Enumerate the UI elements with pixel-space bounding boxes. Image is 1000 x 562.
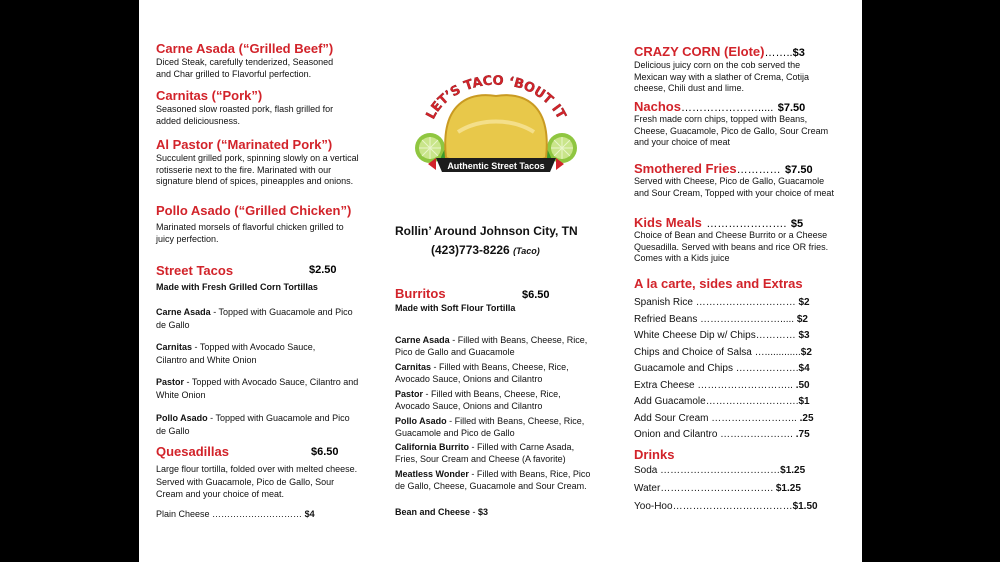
taco-item-name: Pollo Asado: [156, 413, 208, 423]
burrito-item-desc: Filled with Beans, Cheese, Rice, Avocado Sauce, Onions and Cilantro: [395, 389, 561, 411]
side-item: [634, 429, 814, 446]
burrito-item-name: Carne Asada: [395, 335, 450, 345]
nachos-desc: Fresh made corn chips, topped with Beans, Cheese, Guacamole, Pico de Gallo, Sour Cream and your choice of meat: [634, 114, 829, 147]
burrito-item-desc: Filled with Beans, Cheese, Rice, Pico de Gallo and Guacamole: [395, 335, 588, 357]
side-item-dots: …………: [755, 330, 796, 341]
drink-item-name: Water: [634, 483, 661, 494]
taco-item: Carnitas - Topped with Avocado Sauce, Cilantro and White Onion: [156, 342, 316, 365]
taco-item: Pastor - Topped with Avocado Sauce, Cilantro and White Onion: [156, 377, 359, 400]
side-item-price: $2: [796, 313, 808, 325]
fries-price: $7.50: [785, 164, 813, 176]
burrito-item-desc: Filled with Beans, Cheese, Rice, Avocado Sauce, Onions and Cilantro: [395, 362, 569, 384]
side-item-name: Extra Cheese: [634, 379, 695, 391]
side-item-price: .25: [799, 412, 814, 424]
drink-item: [634, 501, 818, 519]
burrito-item-desc: Filled with Beans, Rice, Pico de Gallo, Cheese, Guacamole and Sour Cream.: [395, 469, 591, 491]
fries-dots: …………: [736, 164, 781, 176]
burritos-price: $6.50: [522, 289, 550, 301]
side-item-dots: ……………………….: [705, 396, 799, 407]
carne-asada-title: Carne Asada (“Grilled Beef”): [156, 41, 334, 56]
drink-item-dots: ………………………………: [660, 465, 781, 476]
burrito-item-name: Pastor: [395, 389, 424, 399]
taco-item-desc: Topped with Guacamole and Pico de Gallo: [156, 413, 350, 436]
phone-note: (Taco): [513, 246, 540, 256]
burrito-item-price: $3: [478, 507, 489, 517]
burrito-item-name: Carnitas: [395, 362, 432, 372]
nachos-price: $7.50: [777, 102, 806, 114]
burrito-item: Meatless Wonder - Filled with Beans, Rice, Pico de Gallo, Cheese, Guacamole and Sour Cream.: [395, 469, 591, 491]
drink-item-name: Soda: [634, 465, 658, 476]
taco-item: Pollo Asado - Topped with Guacamole and Pico de Gallo: [156, 413, 350, 436]
kids-price: $5: [790, 218, 804, 230]
street-tacos-subtitle: Made with Fresh Grilled Corn Tortillas: [156, 282, 318, 292]
side-item-dots: ………………………..: [697, 379, 793, 391]
burrito-item: California Burrito - Filled with Carne Asada, Fries, Sour Cream and Cheese (A favorite): [395, 442, 575, 464]
side-item-price: $4: [798, 363, 810, 374]
side-item-name: Add Sour Cream: [634, 412, 709, 424]
kids-dots: ………………….: [706, 218, 787, 230]
carnitas-title: Carnitas (“Pork”): [156, 88, 263, 103]
drink-item: [634, 465, 818, 483]
carnitas-desc: Seasoned slow roasted pork, flash grilled for added deliciousness.: [156, 104, 334, 126]
kids-desc: Choice of Bean and Cheese Burrito or a Cheese Quesadilla. Served with beans and rice OR fries. Comes with a Kids juice: [634, 230, 829, 263]
side-item: [634, 413, 814, 430]
burrito-item-name: California Burrito: [395, 442, 470, 452]
taco-item-name: Carne Asada: [156, 307, 211, 317]
al-pastor-desc: Succulent grilled pork, spinning slowly on a vertical rotisserie next to the fire. Marinated with our signature blend of spices, pineapples and onions.: [156, 153, 359, 186]
logo-banner-text: Authentic Street Tacos: [447, 161, 545, 171]
street-tacos-title: Street Tacos: [156, 263, 234, 278]
side-item-name: Onion and Cilantro: [634, 429, 718, 440]
taco-item: Carne Asada - Topped with Guacamole and Pico de Gallo: [156, 307, 353, 330]
side-item-dots: ……………….: [735, 363, 799, 374]
taco-item-desc: Topped with Guacamole and Pico de Gallo: [156, 307, 353, 330]
drink-item-dots: ………………………………: [672, 501, 793, 512]
tagline: Rollin’ Around Johnson City, TN: [395, 224, 578, 238]
phone-line: [431, 243, 540, 257]
side-item-dots: ….............: [754, 346, 801, 358]
burrito-item-name: Bean and Cheese: [395, 507, 471, 517]
sides-list: [634, 297, 814, 446]
logo-text: LET’S TACO ‘BOUT IT: [423, 73, 569, 122]
side-item-name: Spanish Rice: [634, 297, 693, 308]
drinks-title: Drinks: [634, 447, 675, 462]
side-item: [634, 380, 814, 397]
taco-item-name: Pastor: [156, 377, 185, 387]
al-pastor-title: Al Pastor (“Marinated Pork”): [156, 137, 333, 152]
side-item-price: $3: [798, 330, 810, 341]
burrito-item-desc: Filled with Beans, Cheese, Rice, Guacamole and Pico de Gallo: [395, 416, 585, 438]
drink-item-dots: …………………………….: [660, 483, 774, 494]
drink-item-name: Yoo-Hoo: [634, 501, 673, 512]
drink-item-price: $1.50: [792, 501, 818, 512]
street-tacos-price: $2.50: [309, 264, 337, 276]
plain-cheese-label: Plain Cheese …………………………: [156, 509, 303, 519]
side-item: [634, 297, 814, 314]
side-item-dots: ……………………..: [711, 412, 797, 424]
side-item: [634, 314, 814, 331]
burrito-item: Pastor - Filled with Beans, Cheese, Rice, Avocado Sauce, Onions and Cilantro: [395, 389, 561, 411]
quesadillas-price: $6.50: [311, 446, 339, 458]
menu-page: [139, 0, 862, 562]
side-item-name: Add Guacamole: [634, 396, 706, 407]
burrito-item-name: Pollo Asado: [395, 416, 447, 426]
carne-asada-desc: Diced Steak, carefully tenderized, Seasoned and Char grilled to Flavorful perfection.: [156, 57, 334, 79]
side-item-name: White Cheese Dip w/ Chips: [634, 330, 756, 341]
phone-number: (423)773-8226: [431, 243, 510, 257]
side-item-name: Chips and Choice of Salsa: [634, 346, 752, 358]
side-item: [634, 330, 814, 347]
crazy-corn-price: $3: [792, 47, 805, 59]
burrito-item: Bean and Cheese - $3: [395, 507, 489, 517]
side-item: [634, 396, 814, 413]
taco-item-name: Carnitas: [156, 342, 193, 352]
crazy-corn-desc: Delicious juicy corn on the cob served the Mexican way with a slather of Crema, Cotija cheese, Chili dust and lime.: [634, 60, 810, 93]
burritos-title: Burritos: [395, 286, 446, 301]
plain-cheese-price: $4: [304, 509, 315, 519]
side-item-name: Guacamole and Chips: [634, 363, 733, 374]
kids-title: Kids Meals: [634, 215, 702, 230]
plain-cheese-row: [156, 509, 315, 521]
side-item: [634, 347, 814, 364]
sides-title: A la carte, sides and Extras: [634, 276, 803, 291]
side-item-price: $2: [800, 346, 812, 358]
side-item-price: $2: [798, 297, 810, 308]
drink-item-price: $1.25: [780, 465, 806, 476]
fries-title: Smothered Fries: [634, 161, 737, 176]
side-item-dots: ………………….: [720, 429, 793, 440]
drink-item-price: $1.25: [775, 483, 801, 494]
drinks-list: [634, 465, 818, 519]
burritos-subtitle: Made with Soft Flour Tortilla: [395, 303, 516, 313]
quesadillas-desc: Large flour tortilla, folded over with melted cheese. Served with Guacamole, Pico de Gallo, Sour Cream and your choice of meat.: [156, 464, 358, 499]
quesadillas-title: Quesadillas: [156, 444, 229, 459]
side-item-price: $1: [798, 396, 810, 407]
burrito-item: Pollo Asado - Filled with Beans, Cheese, Rice, Guacamole and Pico de Gallo: [395, 416, 585, 438]
taco-item-desc: Topped with Avocado Sauce, Cilantro and White Onion: [156, 342, 316, 365]
crazy-corn-title: CRAZY CORN (Elote): [634, 44, 765, 59]
pollo-asado-title: Pollo Asado (“Grilled Chicken”): [156, 203, 352, 218]
nachos-title: Nachos: [634, 99, 681, 114]
side-item-dots: …………………………: [695, 297, 796, 308]
crazy-corn-header: [634, 43, 805, 61]
taco-item-desc: Topped with Avocado Sauce, Cilantro and White Onion: [156, 377, 359, 400]
burrito-item: Carne Asada - Filled with Beans, Cheese, Rice, Pico de Gallo and Guacamole: [395, 335, 588, 357]
burrito-item: Carnitas - Filled with Beans, Cheese, Rice, Avocado Sauce, Onions and Cilantro: [395, 362, 569, 384]
burrito-item-desc: Filled with Carne Asada, Fries, Sour Cream and Cheese (A favorite): [395, 442, 575, 464]
side-item-price: .75: [795, 429, 810, 440]
side-item-dots: …………………….....: [700, 313, 795, 325]
burrito-item-name: Meatless Wonder: [395, 469, 469, 479]
side-item-name: Refried Beans: [634, 313, 698, 325]
crazy-corn-dots: ……..: [764, 47, 793, 59]
fries-desc: Served with Cheese, Pico de Gallo, Guacamole and Sour Cream, Topped with your choice of meat: [634, 176, 834, 198]
nachos-dots: ………………….....: [680, 102, 774, 114]
side-item: [634, 363, 814, 380]
taco-logo: [410, 62, 582, 182]
pollo-asado-desc: Marinated morsels of flavorful chicken grilled to juicy perfection.: [156, 222, 344, 244]
drink-item: [634, 483, 818, 501]
side-item-price: .50: [795, 379, 810, 391]
